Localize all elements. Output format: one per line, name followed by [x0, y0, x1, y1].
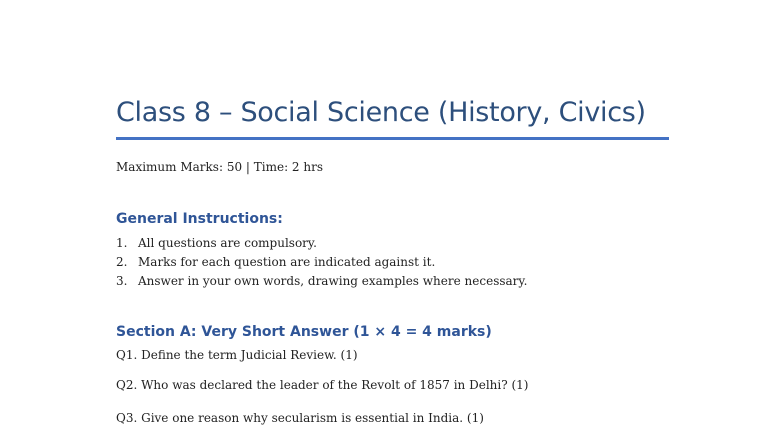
- question-q2: Q2. Who was declared the leader of the Revolt of 1857 in Delhi? (1): [116, 378, 529, 392]
- instruction-text: Marks for each question are indicated against it.: [138, 255, 436, 269]
- instruction-text: All questions are compulsory.: [138, 236, 317, 250]
- instruction-item: [116, 272, 527, 291]
- instruction-text: Answer in your own words, drawing examples where necessary.: [138, 274, 528, 288]
- instruction-number: 1.: [116, 236, 128, 250]
- instruction-item: [116, 234, 527, 253]
- question-q3: Q3. Give one reason why secularism is essential in India. (1): [116, 411, 484, 425]
- document-title: Class 8 – Social Science (History, Civics): [116, 97, 646, 128]
- instruction-number: 2.: [116, 255, 128, 269]
- question-q1: Q1. Define the term Judicial Review. (1): [116, 348, 358, 362]
- exam-meta-info: Maximum Marks: 50 | Time: 2 hrs: [116, 160, 324, 174]
- section-a-heading: Section A: Very Short Answer (1 × 4 = 4 marks): [116, 324, 492, 340]
- title-underline-rule: [116, 137, 669, 140]
- instructions-list: [116, 234, 527, 291]
- general-instructions-heading: General Instructions:: [116, 211, 283, 227]
- instruction-number: 3.: [116, 274, 128, 288]
- instruction-item: [116, 253, 527, 272]
